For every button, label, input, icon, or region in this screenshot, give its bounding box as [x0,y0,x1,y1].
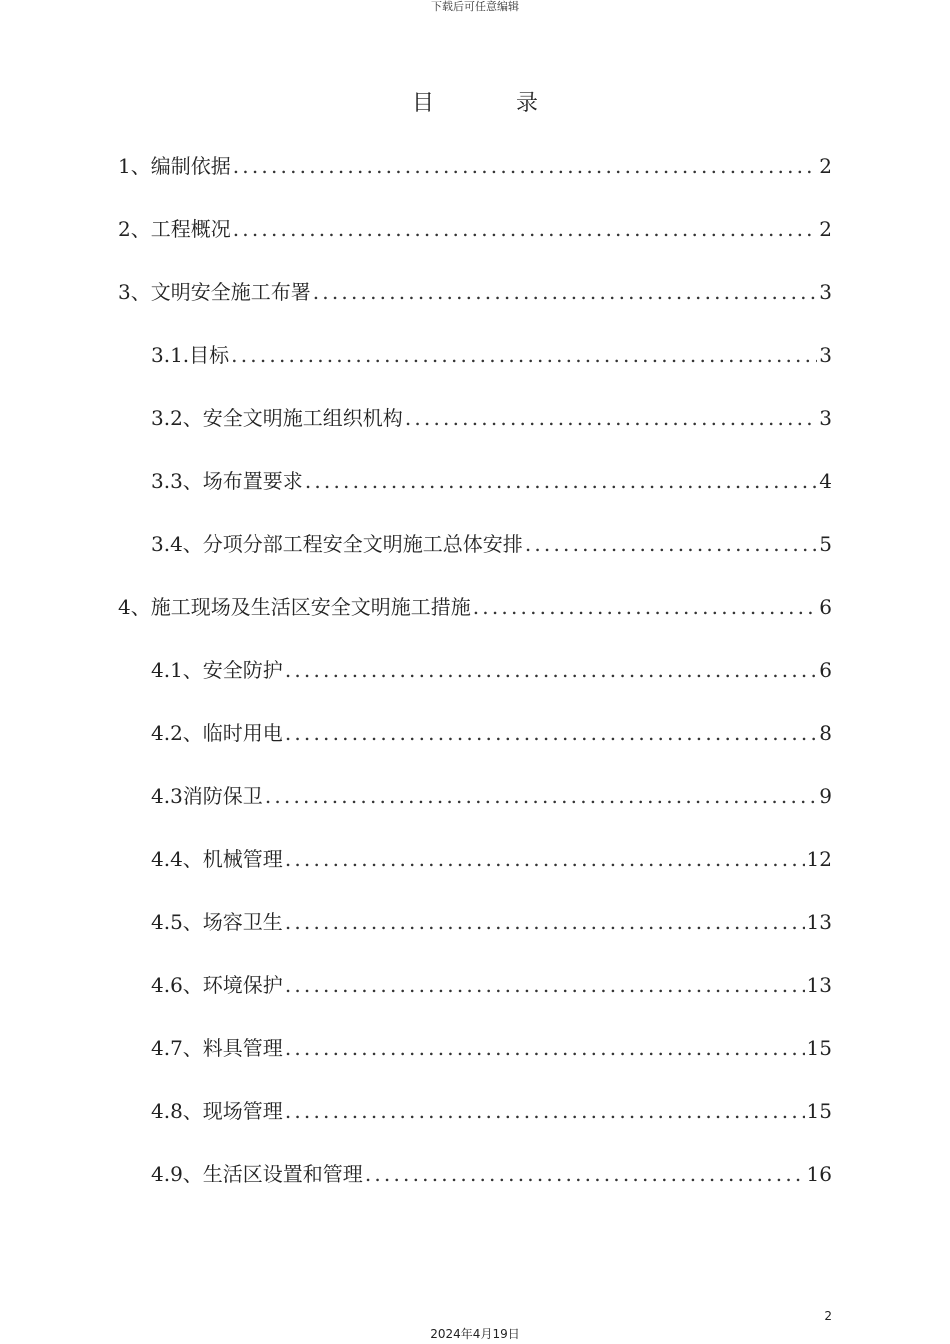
toc-entry[interactable] [151,718,832,748]
toc-entry[interactable] [118,277,832,307]
toc-entry[interactable] [151,529,832,559]
toc-entry-page: 8 [819,721,832,745]
dot-leader [233,214,818,244]
toc-entry-text: 3、文明安全施工布署 [118,280,311,304]
dot-leader [285,1096,805,1126]
toc-entry-page: 13 [806,973,832,997]
toc-entry-text: 4.1、安全防护 [151,658,283,682]
toc-entry-page: 3 [819,406,832,430]
toc-entry-text: 3.4、分项分部工程安全文明施工总体安排 [151,532,523,556]
toc-entry-page: 2 [819,154,832,178]
toc-entry-text: 4、施工现场及生活区安全文明施工措施 [118,595,471,619]
toc-entry[interactable] [118,151,832,181]
toc-entry[interactable] [151,781,832,811]
toc-entry[interactable] [151,844,832,874]
toc-entry-page: 16 [806,1162,832,1186]
toc-title [0,88,950,120]
dot-leader [525,529,817,559]
dot-leader [285,1033,805,1063]
toc-title-left: 目 [412,91,435,116]
toc-entry[interactable] [151,1159,832,1189]
toc-entry-page: 6 [819,658,832,682]
toc-entry-text: 4.6、环境保护 [151,973,283,997]
toc-entry-text: 1、编制依据 [118,154,231,178]
dot-leader [473,592,818,622]
dot-leader [365,1159,805,1189]
toc-entry-page: 3 [819,343,832,367]
toc-entry-text: 2、工程概况 [118,217,231,241]
toc-entry-text: 3.2、安全文明施工组织机构 [151,406,403,430]
toc-entry-text: 4.4、机械管理 [151,847,283,871]
toc-entry[interactable] [151,403,832,433]
toc-entry-page: 2 [819,217,832,241]
dot-leader [233,151,818,181]
toc-entry[interactable] [151,655,832,685]
toc-entry-page: 6 [819,595,832,619]
toc-entry-page: 13 [806,910,832,934]
toc-entry[interactable] [151,907,832,937]
dot-leader [231,340,817,370]
toc-entry[interactable] [118,214,832,244]
toc-entry-text: 3.1.目标 [151,343,230,367]
toc-entry-text: 4.9、生活区设置和管理 [151,1162,363,1186]
header-note: 下载后可任意编辑 [431,0,519,13]
toc-entry[interactable] [151,466,832,496]
toc-entry[interactable] [151,1096,832,1126]
toc-entry-text: 4.2、临时用电 [151,721,283,745]
toc-entry-page: 15 [806,1099,832,1123]
dot-leader [305,466,817,496]
page-number: 2 [824,1309,832,1323]
toc-entry-text: 4.3消防保卫 [151,784,263,808]
toc-entry-text: 4.5、场容卫生 [151,910,283,934]
toc-entry[interactable] [118,592,832,622]
toc-entry-page: 4 [819,469,832,493]
footer-date: 2024年4月19日 [430,1327,520,1341]
toc-entry[interactable] [151,1033,832,1063]
toc-entry-page: 15 [806,1036,832,1060]
toc-title-right: 录 [516,91,539,116]
toc-entry-text: 4.7、料具管理 [151,1036,283,1060]
toc-entry-text: 4.8、现场管理 [151,1099,283,1123]
dot-leader [265,781,817,811]
dot-leader [285,970,805,1000]
toc-entry-page: 9 [819,784,832,808]
toc-entry[interactable] [151,970,832,1000]
toc-entry-page: 12 [806,847,832,871]
toc-entry-page: 5 [819,532,832,556]
dot-leader [285,718,817,748]
toc-entry-text: 3.3、场布置要求 [151,469,303,493]
dot-leader [285,655,817,685]
dot-leader [405,403,817,433]
toc-entry-page: 3 [819,280,832,304]
dot-leader [285,844,805,874]
toc-title-gap [434,88,516,120]
dot-leader [285,907,805,937]
dot-leader [313,277,818,307]
toc-entry[interactable] [151,340,832,370]
